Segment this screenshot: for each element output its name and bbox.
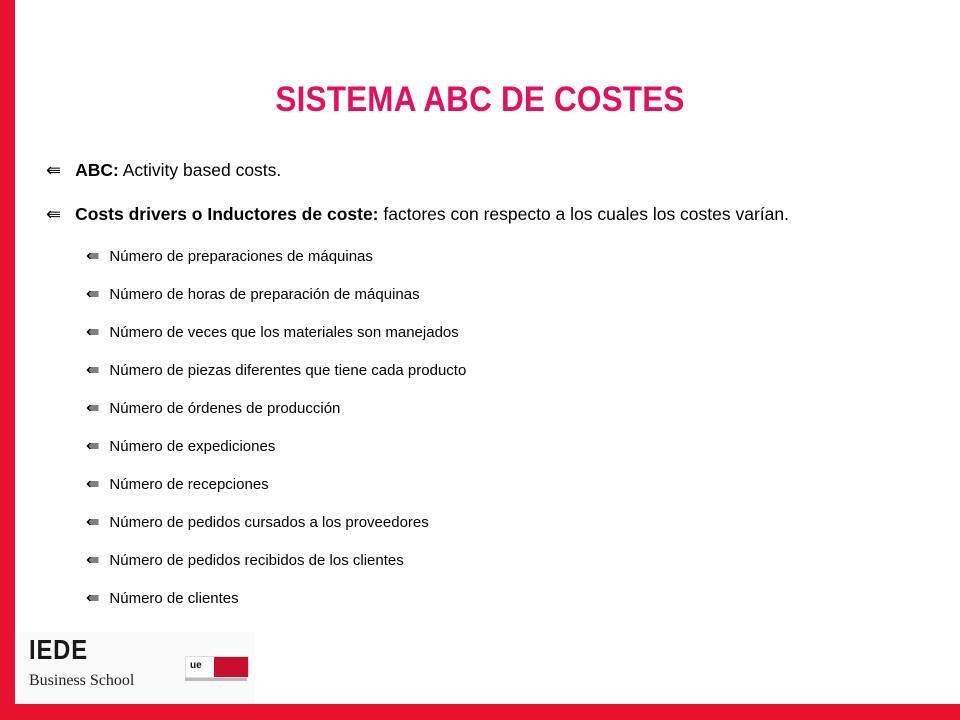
partner-logo-box	[185, 656, 249, 678]
arrow-left-icon: ⇚	[86, 476, 100, 493]
arrow-left-icon: ⇚	[86, 400, 100, 417]
sub-bullet-item: ⇚ Número de veces que los materiales son manejados	[86, 324, 459, 341]
arrow-left-icon: ⇚	[46, 160, 62, 180]
arrow-left-icon: ⇚	[46, 204, 62, 224]
bullet-item: ⇚ ABC: Activity based costs.	[46, 160, 282, 180]
left-red-bar	[0, 0, 15, 720]
sub-bullet-item: ⇚ Número de pedidos recibidos de los clientes	[86, 552, 404, 569]
sub-bullet-item: ⇚ Número de pedidos cursados a los proveedores	[86, 514, 429, 531]
arrow-left-icon: ⇚	[86, 286, 100, 303]
arrow-left-icon: ⇚	[86, 552, 100, 569]
partner-logo	[185, 656, 247, 692]
arrow-left-icon: ⇚	[86, 590, 100, 607]
partner-logo-subline	[185, 678, 247, 681]
bottom-red-bar	[0, 704, 960, 720]
arrow-left-icon: ⇚	[86, 438, 100, 455]
bullet-item: ⇚ Costs drivers o Inductores de coste: factores con respecto a los cuales los costes varían.	[46, 204, 789, 224]
arrow-left-icon: ⇚	[86, 362, 100, 379]
arrow-left-icon: ⇚	[86, 324, 100, 341]
sub-bullet-item: ⇚ Número de piezas diferentes que tiene cada producto	[86, 362, 467, 379]
sub-bullet-item: ⇚ Número de recepciones	[86, 476, 269, 493]
business-school-label: Business School	[29, 672, 135, 689]
footer-logos	[15, 632, 255, 704]
partner-logo-red-block	[214, 657, 248, 677]
sub-bullet-item: ⇚ Número de horas de preparación de máquinas	[86, 286, 420, 303]
partner-logo-mark: ue	[190, 660, 202, 671]
sub-bullet-item: ⇚ Número de clientes	[86, 590, 239, 607]
sub-bullet-item: ⇚ Número de preparaciones de máquinas	[86, 248, 373, 265]
iede-logo: IEDE	[29, 634, 88, 665]
arrow-left-icon: ⇚	[86, 514, 100, 531]
sub-bullet-item: ⇚ Número de expediciones	[86, 438, 276, 455]
sub-bullet-item: ⇚ Número de órdenes de producción	[86, 400, 341, 417]
slide-title: SISTEMA ABC DE COSTES	[275, 80, 685, 119]
arrow-left-icon: ⇚	[86, 248, 100, 265]
